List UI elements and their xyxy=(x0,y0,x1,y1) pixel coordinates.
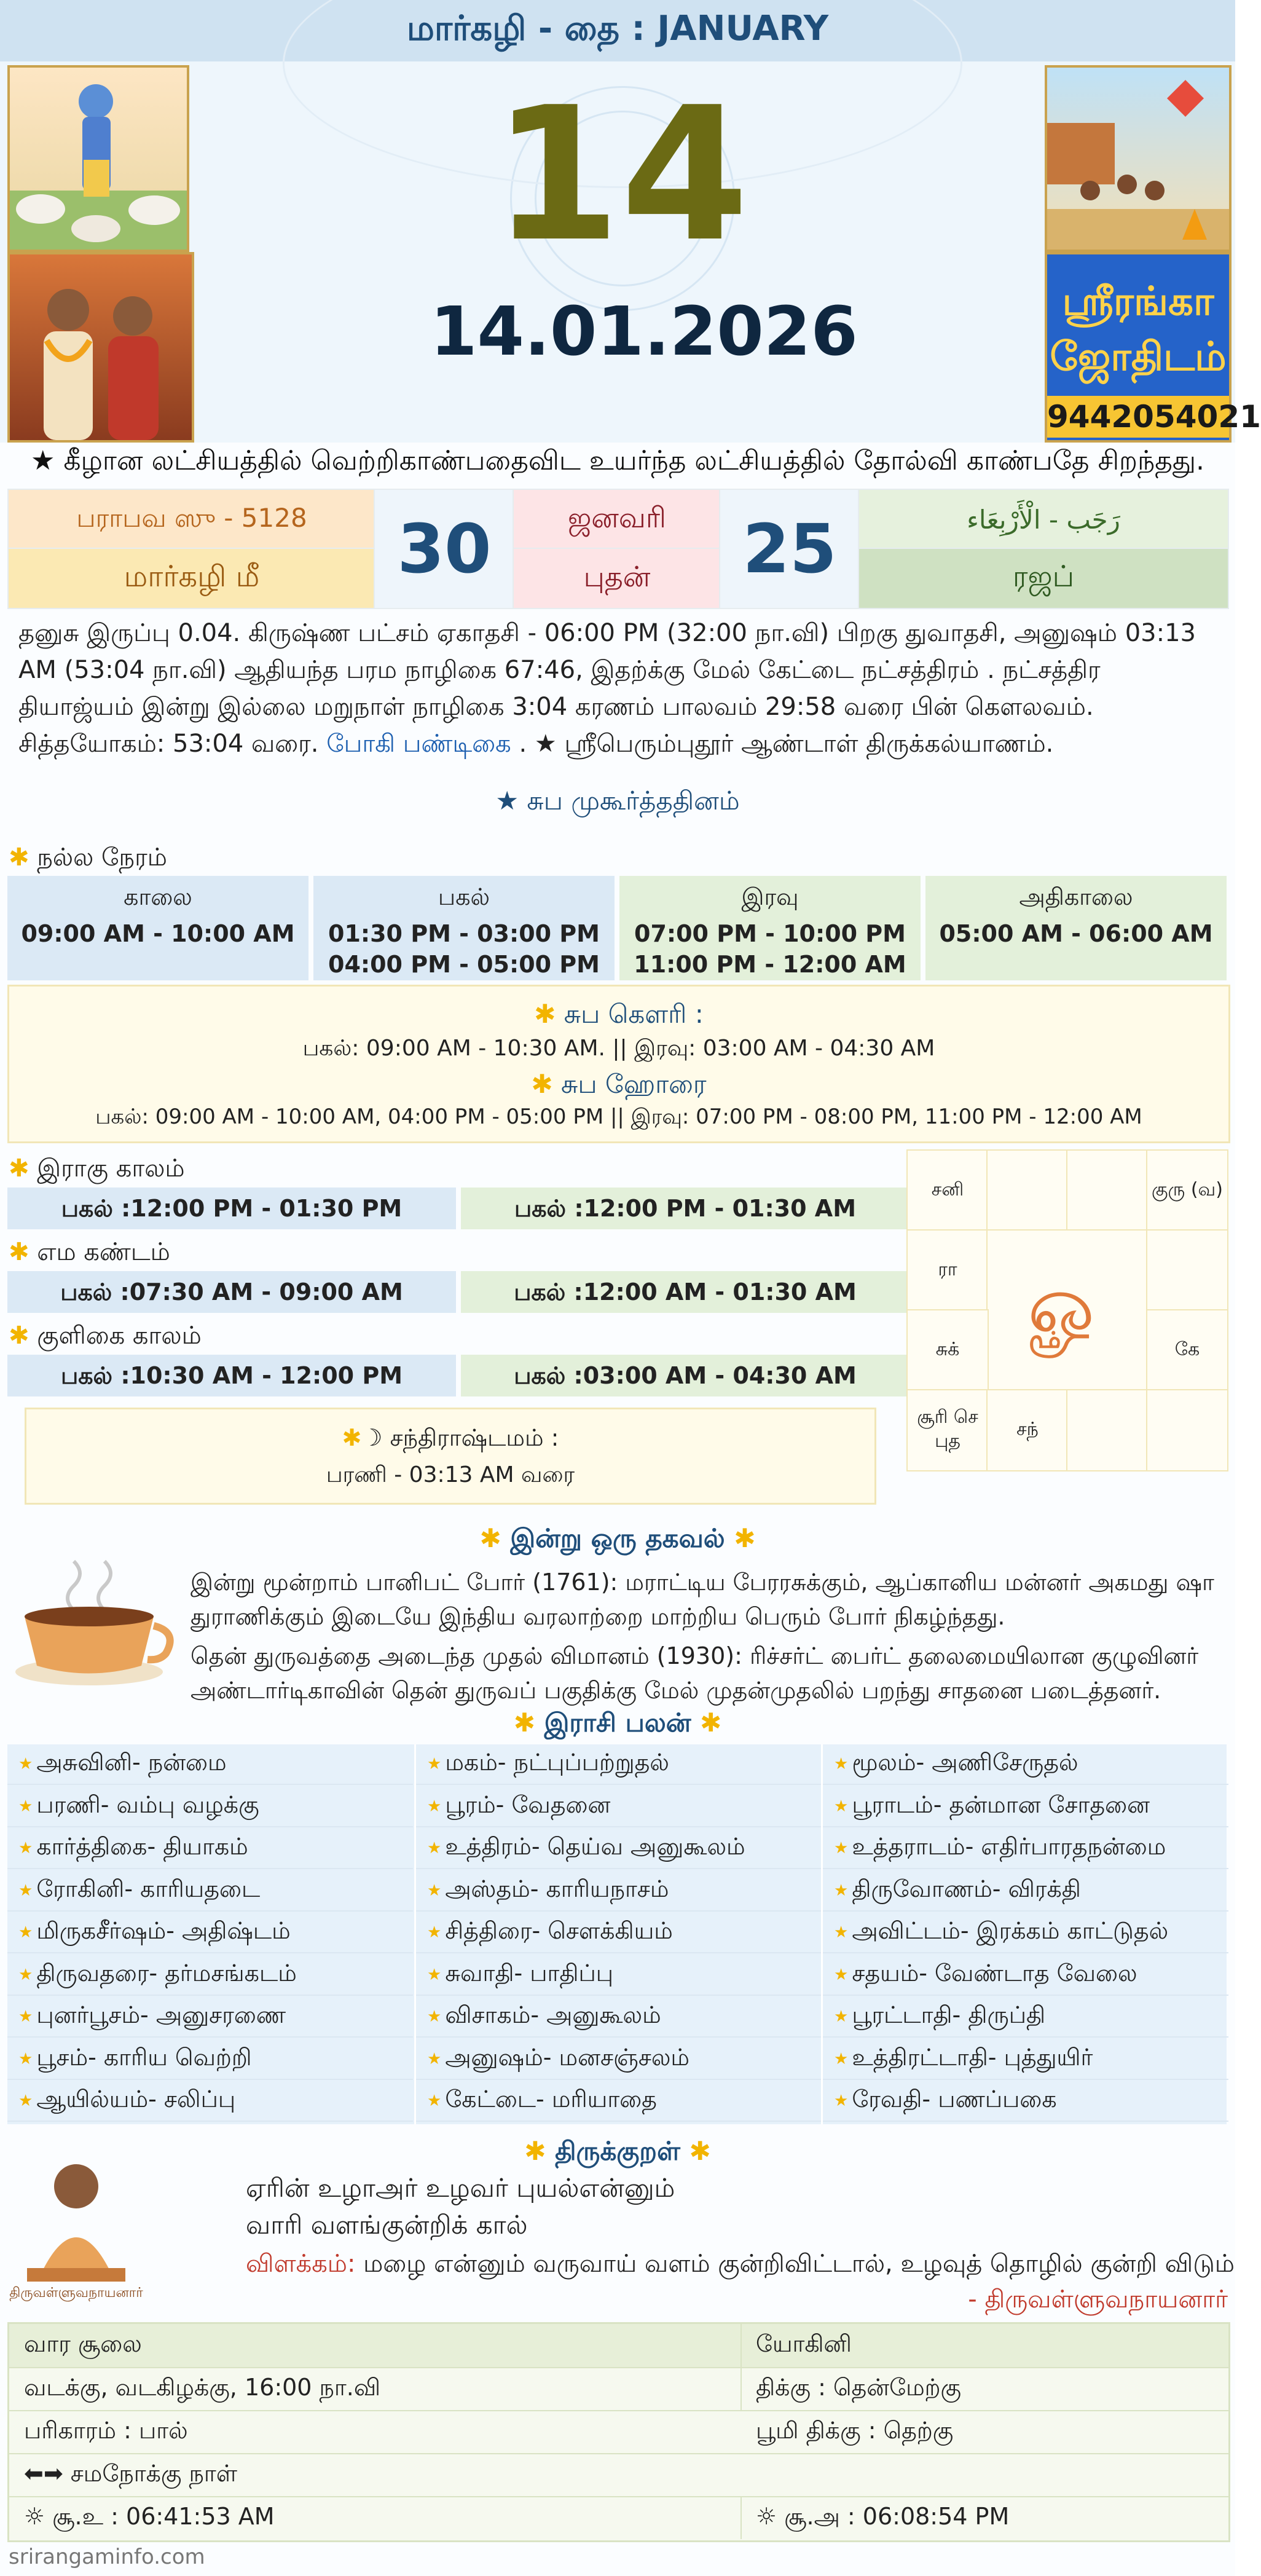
neram-time: 09:00 AM - 10:00 AM xyxy=(21,920,295,947)
thiruvalluvar-icon xyxy=(15,2154,138,2283)
star-icon: ★ xyxy=(18,1965,33,1984)
kalam-label: இராகு காலம் xyxy=(37,1154,185,1183)
chandrashtamam-label: ☽ சந்திராஷ்டமம் : xyxy=(361,1424,559,1451)
star-icon: ★ xyxy=(427,2007,442,2026)
rasi-box: சூரி செ புத xyxy=(906,1389,989,1471)
parikaram-value: பரிகாரம் : பால் xyxy=(24,2417,188,2444)
star-icon: ✱ xyxy=(524,2136,546,2166)
kural-label: திருக்குறள் xyxy=(555,2136,680,2166)
rasi-palan-text: அஸ்தம்- காரியநாசம் xyxy=(445,1875,669,1902)
rasi-palan-table xyxy=(7,1744,1227,2124)
rasi-col-1 xyxy=(7,1744,413,2124)
star-icon: ★ xyxy=(834,1797,849,1816)
islamic-day-number: 25 xyxy=(719,489,860,609)
rasi-palan-item xyxy=(823,1871,1228,1912)
gowri-hora-box xyxy=(7,985,1230,1143)
tea-cup-icon xyxy=(12,1549,178,1690)
logo-line2: ஜோதிடம் xyxy=(1050,334,1227,380)
rasi-palan-item xyxy=(7,1744,413,1785)
rasi-palan-item xyxy=(823,1744,1228,1785)
nalla-neram-label: நல்ல நேரம் xyxy=(37,843,167,872)
star-icon: ✱ xyxy=(734,1523,756,1553)
rasi-box xyxy=(1066,1149,1149,1232)
footer-table xyxy=(7,2322,1230,2542)
star-icon: ✱ xyxy=(534,999,556,1029)
rasi-box xyxy=(1146,1229,1228,1312)
rasi-palan-text: அசுவினி- நன்மை xyxy=(36,1749,227,1776)
rasi-palan-item xyxy=(823,1829,1228,1869)
kalam-label: எம கண்டம் xyxy=(37,1238,170,1266)
chandrashtamam-box xyxy=(25,1408,876,1505)
rasi-box: கே xyxy=(1146,1309,1228,1392)
rasi-palan-text: உத்திரட்டாதி- புத்துயிர் xyxy=(852,2043,1093,2071)
rasi-palan-text: திருவதரை- தர்மசங்கடம் xyxy=(36,1959,297,1987)
star-icon: ★ xyxy=(427,1881,442,1900)
star-icon: ★ xyxy=(18,2049,33,2068)
rasi-palan-text: உத்திரம்- தெய்வ அனுகூலம் xyxy=(445,1833,745,1860)
rasi-palan-item xyxy=(823,2039,1228,2080)
kural-exp-text: மழை என்னும் வருவாய் வளம் குன்றிவிட்டால், உழவுத் தொழில் குன்றி விடும் xyxy=(363,2250,1235,2278)
footer-row xyxy=(9,2496,1228,2539)
tamil-year: பராபவ ஸு - 5128 xyxy=(7,489,376,550)
neram-time: 01:30 PM - 03:00 PM xyxy=(328,920,600,947)
neram-time: 04:00 PM - 05:00 PM xyxy=(328,951,600,978)
rasi-palan-item xyxy=(416,1871,822,1912)
soolam-value: வடக்கு, வடகிழக்கு, 16:00 நா.வி xyxy=(24,2374,381,2401)
om-icon: ௐ xyxy=(986,1229,1149,1392)
rasi-palan-item xyxy=(823,2081,1228,2122)
full-date: 14.01.2026 xyxy=(430,292,858,371)
kite-icon xyxy=(1047,68,1229,250)
star-icon: ★ xyxy=(18,2092,33,2110)
rasi-palan-item xyxy=(7,1871,413,1912)
gowri-title xyxy=(9,999,1228,1033)
star-icon: ✱ xyxy=(513,1707,535,1738)
star-icon: ✱ xyxy=(9,1154,29,1183)
kalam-label: குளிகை காலம் xyxy=(37,1321,202,1350)
rasi-palan-text: பூரம்- வேதனை xyxy=(445,1790,611,1818)
panchang-main: தனுசு இருப்பு 0.04. கிருஷ்ண பட்சம் ஏகாதசி - 06:00 PM (32:00 நா.வி) பிறகு துவாதசி, அனுஷம் 03:13 AM (53:04 நா.வி) ஆதியந்த பரம நாழிகை 67:46, இதற்க்கு மேல் கேட்டை நட்சத்திரம் . நட்சத்திர தியாஜ்யம் இன்று இல்லை மறுநாள் நாழிகை 3:04 கரணம் பாலவம் 29:58 வரை பின் கௌலவம். சித்தயோகம்: 53:04 வரை. xyxy=(18,619,1196,758)
krishna-cows-image xyxy=(7,65,189,252)
kural-line1: ஏரின் உழாஅர் உழவர் புயல்என்னும் xyxy=(246,2173,675,2203)
rasi-palan-text: சுவாதி- பாதிப்பு xyxy=(445,1959,614,1987)
rasi-palan-text: மிருகசீர்ஷம்- அதிஷ்டம் xyxy=(36,1917,291,1944)
kuligai-title xyxy=(9,1321,202,1353)
krishna-icon xyxy=(10,68,187,250)
chandrashtamam-title xyxy=(26,1424,874,1455)
star-icon: ★ xyxy=(427,1797,442,1816)
rasi-palan-text: சதயம்- வேண்டாத வேலை xyxy=(852,1959,1137,1987)
footer-row xyxy=(9,2410,1228,2453)
rasi-palan-text: ஆயில்யம்- சலிப்பு xyxy=(36,2086,236,2113)
rasi-palan-item xyxy=(416,2039,822,2080)
rasi-box xyxy=(1066,1389,1149,1471)
english-month: ஜனவரி xyxy=(513,489,721,550)
star-icon: ★ xyxy=(834,1881,849,1900)
ema-title xyxy=(9,1238,170,1269)
star-icon: ★ xyxy=(427,1923,442,1942)
website-link[interactable]: srirangaminfo.com xyxy=(9,2545,205,2569)
samanokku-value: ⬅➡ சமநோக்கு நாள் xyxy=(24,2460,238,2487)
ema-night: பகல் :12:00 AM - 01:30 AM xyxy=(461,1271,909,1313)
hora-label: சுப ஹோரை xyxy=(560,1069,707,1099)
phone-number: 9442054021 xyxy=(1047,396,1229,438)
rasi-box: ரா xyxy=(906,1229,989,1312)
star-icon: ✱ xyxy=(9,1238,29,1266)
rasi-palan-item xyxy=(823,1913,1228,1953)
valluvar-caption: திருவள்ளுவநாயனார் xyxy=(9,2285,143,2301)
rasi-palan-text: பூசம்- காரிய வெற்றி xyxy=(36,2043,252,2071)
rasi-palan-item xyxy=(823,1787,1228,1827)
hora-title xyxy=(9,1069,1228,1103)
gowri-text: பகல்: 09:00 AM - 10:30 AM. || இரவு: 03:00 AM - 04:30 AM xyxy=(302,1036,935,1061)
rasi-palan-text: சித்திரை- சௌக்கியம் xyxy=(445,1917,673,1944)
kuligai-night: பகல் :03:00 AM - 04:30 AM xyxy=(461,1355,909,1396)
rasi-chart xyxy=(906,1149,1226,1469)
rasi-palan-title xyxy=(0,1707,1235,1741)
kural-line2: வாரி வளங்குன்றிக் கால் xyxy=(246,2210,528,2240)
neram-col-morning xyxy=(7,876,308,980)
rasi-palan-item xyxy=(416,1913,822,1953)
thagaval-title xyxy=(0,1523,1235,1557)
couple-icon xyxy=(10,254,192,440)
star-icon: ★ xyxy=(18,1881,33,1900)
star-icon: ✱ xyxy=(689,2136,711,2166)
rasi-palan-item xyxy=(7,1787,413,1827)
rahu-title xyxy=(9,1154,185,1186)
footer-row xyxy=(9,2324,1228,2367)
gowri-label: சுப கௌரி : xyxy=(564,999,704,1029)
neram-time: 07:00 PM - 10:00 PM xyxy=(634,920,906,947)
panchang-tail: . ★ ஸ்ரீபெரும்புதூர் ஆண்டாள் திருக்கல்யாணம். xyxy=(519,730,1054,758)
rasi-box: குரு (வ) xyxy=(1146,1149,1228,1232)
sunrise-value: ☼ சூ.உ : 06:41:53 AM xyxy=(24,2503,275,2530)
rasi-col-3 xyxy=(821,1744,1228,2124)
panchang-text xyxy=(18,615,1217,762)
rasi-box: சுக் xyxy=(906,1309,989,1392)
rasi-palan-item xyxy=(416,2081,822,2122)
rasi-palan-item xyxy=(7,1997,413,2038)
quote-line: ★ கீழான லட்சியத்தில் வெற்றிகாண்பதைவிட உயர்ந்த லட்சியத்தில் தோல்வி காண்பதே சிறந்தது. xyxy=(30,444,1205,476)
footer-divider xyxy=(740,2496,742,2539)
star-icon: ★ xyxy=(427,1755,442,1773)
rasi-palan-text: பூரட்டாதி- திருப்தி xyxy=(852,2001,1046,2028)
rasi-palan-item xyxy=(416,1955,822,1996)
nalla-neram-title xyxy=(9,843,167,875)
neram-time: 11:00 PM - 12:00 AM xyxy=(634,951,906,978)
yogini-label: யோகினி xyxy=(756,2330,852,2357)
rasi-box xyxy=(1146,1389,1228,1471)
rasi-palan-label: இராசி பலன் xyxy=(544,1707,691,1738)
star-icon: ✱ xyxy=(342,1424,362,1451)
kids-kite-image xyxy=(1045,65,1232,252)
neram-col-dawn xyxy=(925,876,1227,980)
rasi-palan-item xyxy=(7,1955,413,1996)
rasi-palan-item xyxy=(823,1955,1228,1996)
islamic-month: ரஜப் xyxy=(858,548,1229,609)
neram-time: 05:00 AM - 06:00 AM xyxy=(939,920,1213,947)
rasi-palan-text: பூராடம்- தன்மான சோதனை xyxy=(852,1790,1150,1818)
star-icon: ★ xyxy=(18,1755,33,1773)
thagaval-p2: தென் துருவத்தை அடைந்த முதல் விமானம் (1930): ரிச்சர்ட் பைர்ட் தலைமையிலான குழுவினர் அண்டார்டிகாவின் தென் துருவப் பகுதிக்கு மேல் முதன்முதலில் பறந்து சாதனை படைத்தனர். xyxy=(191,1642,1199,1704)
rasi-box: சனி xyxy=(906,1149,989,1232)
star-icon: ★ xyxy=(427,2049,442,2068)
rasi-box: சந் xyxy=(986,1389,1069,1471)
tamil-day-number: 30 xyxy=(374,489,515,609)
star-icon: ★ xyxy=(834,2092,849,2110)
kural-explanation xyxy=(246,2250,1235,2281)
star-icon: ★ xyxy=(834,1923,849,1942)
weekday: புதன் xyxy=(513,548,721,609)
wedding-couple-image xyxy=(7,252,194,443)
rasi-palan-text: அவிட்டம்- இரக்கம் காட்டுதல் xyxy=(852,1917,1169,1944)
star-icon: ★ xyxy=(834,2007,849,2026)
rasi-palan-text: அனுஷம்- மனசஞ்சலம் xyxy=(445,2043,689,2071)
neram-col-night xyxy=(619,876,921,980)
rasi-palan-text: ரோகினி- காரியதடை xyxy=(36,1875,261,1902)
rahu-night: பகல் :12:00 PM - 01:30 AM xyxy=(461,1188,909,1229)
star-icon: ★ xyxy=(427,1839,442,1857)
rasi-palan-item xyxy=(7,2039,413,2080)
festival-link[interactable]: போகி பண்டிகை xyxy=(326,730,511,758)
day-number: 14 xyxy=(492,68,749,282)
rasi-palan-item xyxy=(416,1829,822,1869)
neram-col-title: பகல் xyxy=(438,883,490,910)
star-icon: ✱ xyxy=(479,1523,501,1553)
rasi-palan-text: புனர்பூசம்- அனுசரணை xyxy=(36,2001,286,2028)
star-icon: ★ xyxy=(834,2049,849,2068)
yogini-value: திக்கு : தென்மேற்கு xyxy=(756,2374,962,2401)
sriranga-logo xyxy=(1045,252,1261,443)
star-icon: ★ xyxy=(18,1839,33,1857)
islamic-arabic: رَجَب - الْأَرْبِعَاء xyxy=(858,489,1229,550)
rasi-palan-text: பரணி- வம்பு வழக்கு xyxy=(36,1790,259,1818)
rasi-palan-item xyxy=(416,1744,822,1785)
ema-day: பகல் :07:30 AM - 09:00 AM xyxy=(7,1271,456,1313)
muhurtham-label: ★ சுப முகூர்த்ததினம் xyxy=(495,786,740,816)
neram-col-day xyxy=(313,876,615,980)
kuligai-day: பகல் :10:30 AM - 12:00 PM xyxy=(7,1355,456,1396)
rahu-day: பகல் :12:00 PM - 01:30 PM xyxy=(7,1188,456,1229)
rasi-palan-text: மகம்- நட்புப்பற்றுதல் xyxy=(445,1749,669,1776)
star-icon: ✱ xyxy=(531,1069,553,1099)
rasi-palan-item xyxy=(416,1787,822,1827)
rasi-col-2 xyxy=(414,1744,822,2124)
star-icon: ★ xyxy=(427,2092,442,2110)
rasi-palan-text: மூலம்- அணிசேருதல் xyxy=(852,1749,1078,1776)
chandrashtamam-text: பரணி - 03:13 AM வரை xyxy=(326,1462,575,1487)
rasi-palan-text: திருவோணம்- விரக்தி xyxy=(852,1875,1081,1902)
rasi-palan-text: கார்த்திகை- தியாகம் xyxy=(36,1833,248,1860)
neram-col-title: இரவு xyxy=(741,883,799,910)
footer-row xyxy=(9,2453,1228,2496)
footer-divider xyxy=(740,2324,742,2410)
star-icon: ✱ xyxy=(700,1707,722,1738)
soolam-label: வார சூலை xyxy=(24,2330,142,2357)
rasi-palan-item xyxy=(7,2081,413,2122)
bhumi-value: பூமி திக்கு : தெற்கு xyxy=(756,2417,954,2444)
logo-line1: ஸ்ரீரங்கா xyxy=(1062,279,1214,325)
neram-col-title: அதிகாலை xyxy=(1019,883,1133,910)
thagaval-label: இன்று ஒரு தகவல் xyxy=(510,1523,725,1553)
rasi-palan-item xyxy=(823,1997,1228,2038)
rasi-palan-text: விசாகம்- அனுகூலம் xyxy=(445,2001,661,2028)
rasi-palan-item xyxy=(7,1913,413,1953)
rasi-palan-item xyxy=(7,1829,413,1869)
tamil-month: மார்கழி மீ xyxy=(7,548,376,609)
star-icon: ★ xyxy=(18,1923,33,1942)
rasi-palan-text: கேட்டை- மரியாதை xyxy=(445,2086,657,2113)
neram-col-title: காலை xyxy=(124,883,192,910)
rasi-palan-text: உத்தராடம்- எதிர்பாரதநன்மை xyxy=(852,1833,1166,1860)
star-icon: ★ xyxy=(834,1839,849,1857)
thagaval-p1: இன்று மூன்றாம் பானிபட் போர் (1761): மராட்டிய பேரரசுக்கும், ஆப்கானிய மன்னர் அகமது ஷா துராணிக்கும் இடையே இந்திய வரலாற்றை மாற்றிய பெரும் போர் நிகழ்ந்தது. xyxy=(191,1569,1214,1630)
kural-author: - திருவள்ளுவநாயனார் xyxy=(968,2285,1228,2314)
kural-exp-label: விளக்கம்: xyxy=(246,2250,356,2278)
star-icon: ✱ xyxy=(9,843,29,872)
kural-title xyxy=(0,2136,1235,2170)
hora-text: பகல்: 09:00 AM - 10:00 AM, 04:00 PM - 05:00 PM || இரவு: 07:00 PM - 08:00 PM, 11:00 PM - 12:00 AM xyxy=(95,1105,1142,1129)
star-icon: ★ xyxy=(834,1755,849,1773)
page-header: மார்கழி - தை : JANUARY xyxy=(0,0,1235,61)
footer-row xyxy=(9,2367,1228,2410)
star-icon: ★ xyxy=(427,1965,442,1984)
star-icon: ✱ xyxy=(9,1321,29,1350)
rasi-box xyxy=(986,1149,1069,1232)
star-icon: ★ xyxy=(834,1965,849,1984)
sunset-value: ☼ சூ.அ : 06:08:54 PM xyxy=(756,2503,1010,2530)
star-icon: ★ xyxy=(18,1797,33,1816)
rasi-palan-item xyxy=(416,1997,822,2038)
star-icon: ★ xyxy=(18,2007,33,2026)
rasi-palan-text: ரேவதி- பணப்பகை xyxy=(852,2086,1057,2113)
